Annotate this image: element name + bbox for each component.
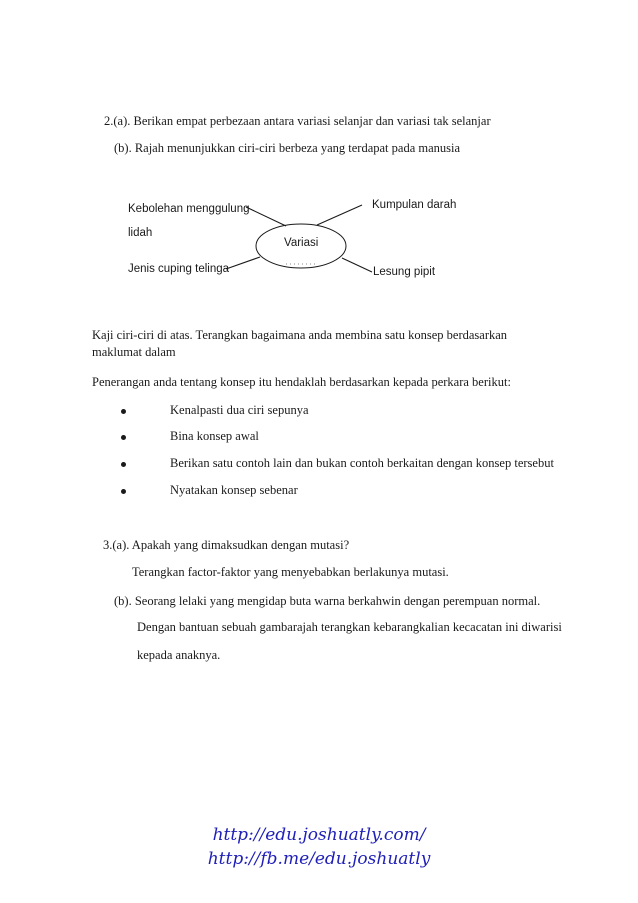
bullet-item-3: Berikan satu contoh lain dan bukan contoh berkaitan dengan konsep tersebut (170, 456, 554, 470)
question-3a-line2: Terangkan factor-faktor yang menyebabkan berlakunya mutasi. (132, 565, 449, 579)
question-2a: 2.(a). Berikan empat perbezaan antara variasi selanjar dan variasi tak selanjar (104, 114, 491, 128)
connector-bottom-left (226, 257, 260, 269)
bullet-dot (121, 409, 126, 414)
bullet-item-1: Kenalpasti dua ciri sepunya (170, 403, 309, 417)
bullet-item-2: Bina konsep awal (170, 429, 259, 443)
footer-link-facebook[interactable]: http://fb.me/edu.joshuatly (207, 849, 431, 869)
question-3b: (b). Seorang lelaki yang mengidap buta warna berkahwin dengan perempuan normal. (114, 594, 541, 608)
connector-bottom-right (342, 258, 372, 272)
bullet-dot (121, 462, 126, 467)
bullet-dot (121, 489, 126, 494)
question-3b-line3: kepada anaknya. (137, 648, 221, 662)
question-3a: 3.(a). Apakah yang dimaksudkan dengan mutasi? (103, 538, 350, 552)
connector-top-right (317, 205, 362, 225)
diagram-top-right-label: Kumpulan darah (372, 199, 457, 211)
footer-link-website[interactable]: http://edu.joshuatly.com/ (212, 825, 426, 845)
bullet-item-4: Nyatakan konsep sebenar (170, 483, 298, 497)
diagram-center-label: Variasi (284, 237, 319, 249)
diagram-bottom-left-label: Jenis cuping telinga (128, 263, 230, 275)
instruction-line-3: Penerangan anda tentang konsep itu hendaklah berdasarkan kepada perkara berikut: (92, 375, 511, 389)
connector-top-left (246, 207, 286, 226)
instruction-line-1: Kaji ciri-ciri di atas. Terangkan bagaimana anda membina satu konsep berdasarkan (92, 328, 508, 342)
diagram-top-left-label: Kebolehan menggulung (128, 203, 250, 215)
diagram-bottom-right-label: Lesung pipit (373, 266, 436, 278)
instruction-line-2: maklumat dalam (92, 345, 176, 359)
diagram-top-left-label-line2: lidah (128, 227, 153, 239)
question-3b-line2: Dengan bantuan sebuah gambarajah terangkan kebarangkalian kecacatan ini diwarisi (137, 620, 562, 634)
question-2b: (b). Rajah menunjukkan ciri-ciri berbeza yang terdapat pada manusia (114, 141, 461, 155)
bullet-dot (121, 435, 126, 440)
